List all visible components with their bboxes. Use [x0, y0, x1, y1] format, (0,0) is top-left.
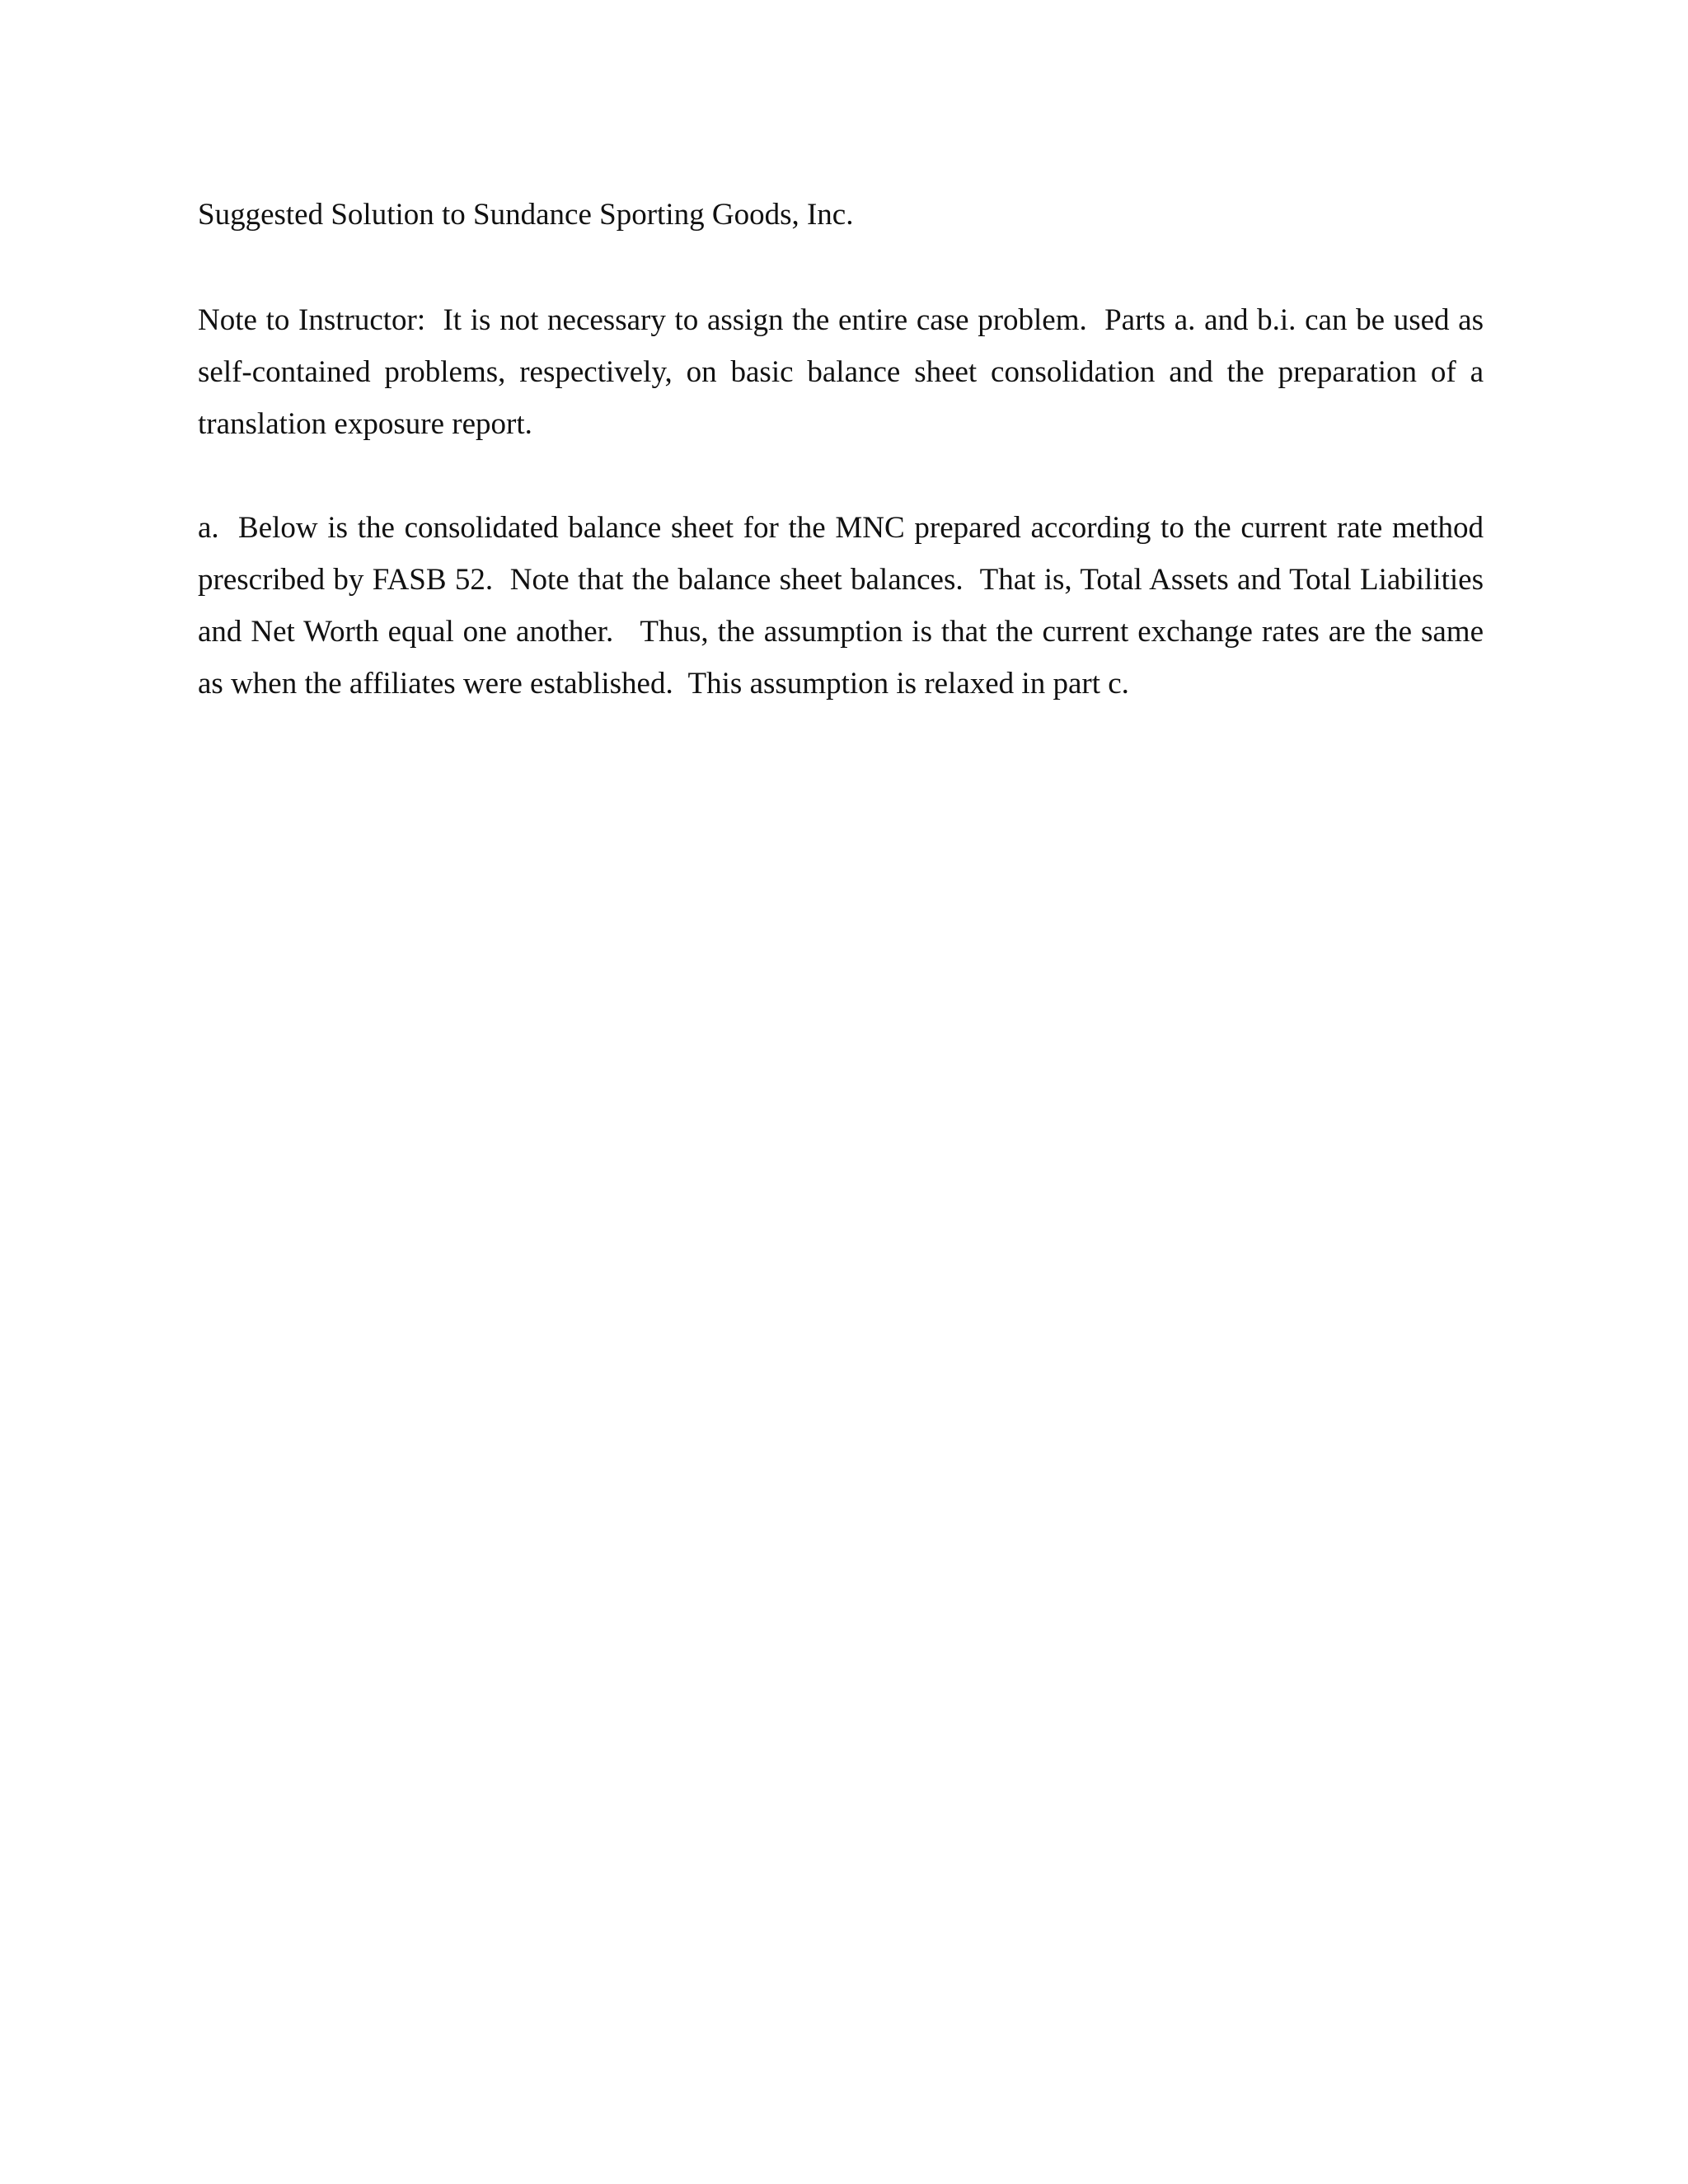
- part-a-paragraph: a. Below is the consolidated balance sheet for the MNC prepared according to the current rate method prescribed by FASB 52. Note that the balance sheet balances. That is, Total Assets and Total Liabilities and Net Worth equal one another. Thus, the assumption is that the current exchange rates are the same as when the affiliates were established. This assumption is relaxed in part c.: [198, 511, 1492, 701]
- document-title: Suggested Solution to Sundance Sporting Goods, Inc.: [198, 198, 854, 232]
- instructor-note-paragraph: Note to Instructor: It is not necessary to assign the entire case problem. Parts a. and b.i. can be used as self-contained problems, respectively, on basic balance sheet consolidation and the preparation of a translation exposure report.: [198, 303, 1492, 441]
